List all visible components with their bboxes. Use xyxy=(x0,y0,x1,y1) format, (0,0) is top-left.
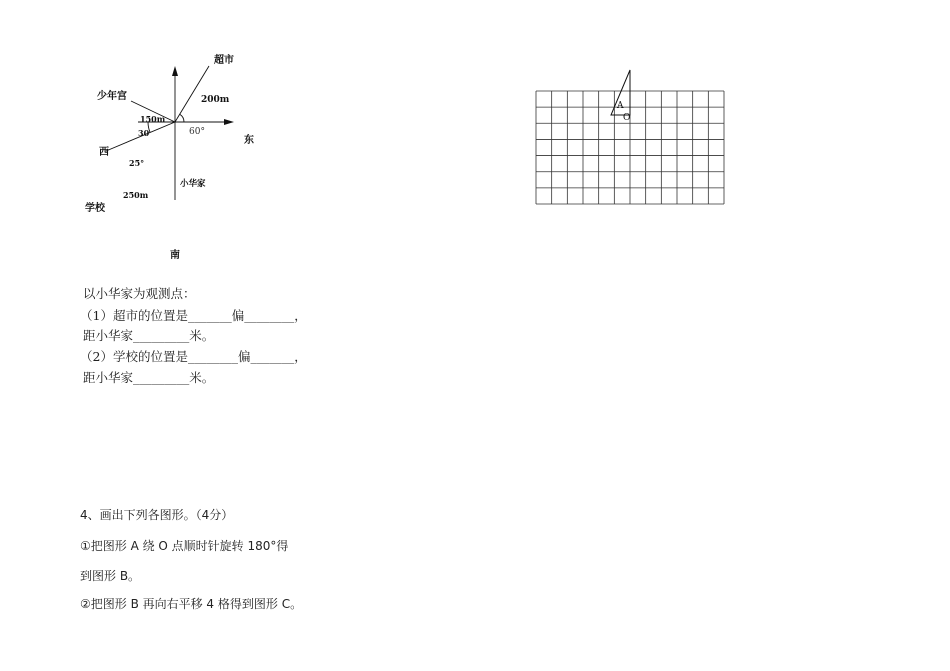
east-arrowhead xyxy=(224,119,234,125)
question-intro: 以小华家为观测点： xyxy=(83,286,196,301)
label-angle-youth-palace: 30 xyxy=(138,128,150,138)
label-home: 小华家 xyxy=(180,179,206,189)
supermarket-ray xyxy=(175,66,209,122)
question-2-direction: （2）学校的位置是________偏_______， xyxy=(80,349,307,364)
label-south: 南 xyxy=(170,250,180,261)
task4-title: 4、画出下列各图形。（4分） xyxy=(80,508,234,522)
task4-step1-line1: ①把图形 A 绕 O 点顺时针旋转 180°得 xyxy=(80,539,289,553)
question-2-distance: 距小华家_________米。 xyxy=(83,370,215,385)
label-shape-a: A xyxy=(617,101,624,111)
label-angle-supermarket: 60° xyxy=(189,127,205,137)
task4-step2: ②把图形 B 再向右平移 4 格得到图形 C。 xyxy=(80,597,303,611)
question-1-direction: （1）超市的位置是_______偏________， xyxy=(80,308,307,323)
label-west: 西 xyxy=(99,147,109,158)
label-school: 学校 xyxy=(85,203,105,214)
compass-diagram xyxy=(106,66,234,200)
angle-arc-supermarket xyxy=(180,114,184,122)
label-supermarket-distance: 200m xyxy=(201,95,230,105)
grid-figure xyxy=(536,70,724,204)
label-youth-palace-distance: 150m xyxy=(140,114,166,124)
label-east: 东 xyxy=(244,135,254,146)
question-1-distance: 距小华家_________米。 xyxy=(83,328,215,343)
task4-step1-line2: 到图形 B。 xyxy=(80,569,141,583)
square-grid xyxy=(536,91,724,204)
label-angle-school: 25° xyxy=(129,158,145,168)
north-arrowhead xyxy=(172,66,178,76)
label-point-o: O xyxy=(623,113,631,123)
label-youth-palace: 少年宫 xyxy=(97,91,127,102)
label-supermarket: 超市 xyxy=(214,55,234,66)
label-school-distance: 250m xyxy=(123,190,149,200)
